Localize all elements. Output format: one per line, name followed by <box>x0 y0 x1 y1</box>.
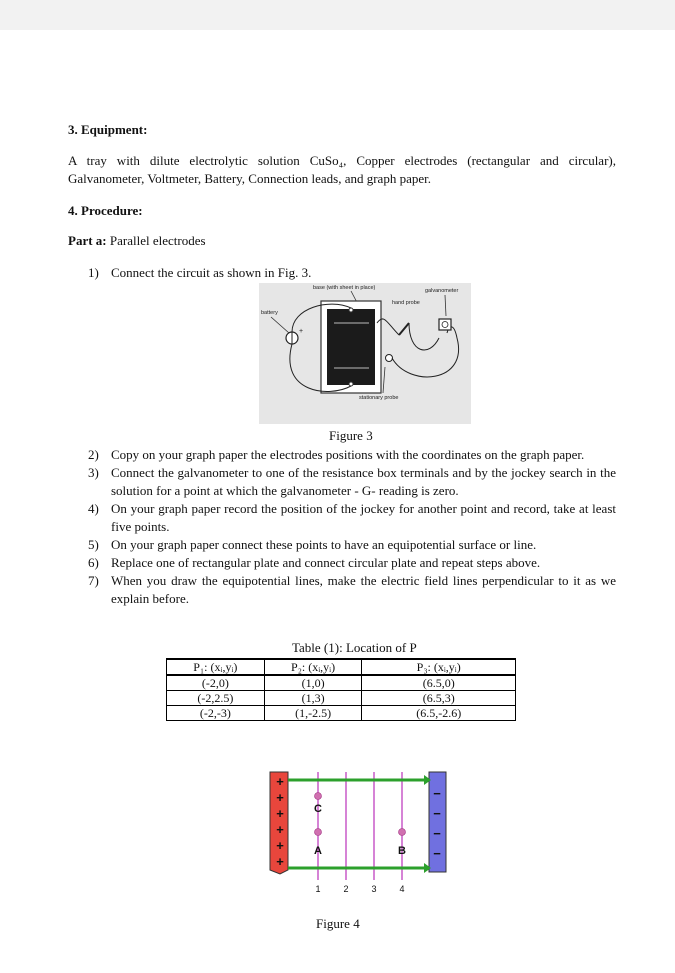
point-label-a: A <box>314 845 322 857</box>
step-1 <box>88 264 616 282</box>
label-battery: battery <box>261 310 278 316</box>
galvanometer-symbol <box>439 319 451 330</box>
step-2 <box>88 446 616 464</box>
step-number: 7) <box>88 573 99 588</box>
step-text: When you draw the equipotential lines, make the electric field lines perpendicular to it as we explain before. <box>111 573 616 606</box>
step-number: 6) <box>88 555 99 570</box>
svg-text:1: 1 <box>315 884 321 894</box>
label-galvanometer: galvanometer <box>425 288 459 294</box>
label-base: base (with sheet in place) <box>313 285 376 291</box>
table-header: P₁: (xᵢ,yᵢ) <box>167 659 265 675</box>
probe-points <box>315 793 406 836</box>
step-number: 3) <box>88 465 99 480</box>
step-text: On your graph paper connect these points to have an equipotential surface or line. <box>111 537 537 552</box>
part-a-text: Parallel electrodes <box>106 233 206 248</box>
table-cell: (6.5,3) <box>362 691 516 706</box>
table-cell: (-2,2.5) <box>167 691 265 706</box>
step-text: On your graph paper record the position of the jockey for another point and record, take at least five points. <box>111 501 616 534</box>
table-header: P₂: (xᵢ,yᵢ) <box>264 659 362 675</box>
hand-probe <box>399 323 409 335</box>
svg-text:+: + <box>276 790 284 805</box>
step-list-rest <box>88 446 616 608</box>
table-cell: (6.5,-2.6) <box>362 706 516 721</box>
equipotential-lines <box>318 772 402 880</box>
step-text: Connect the galvanometer to one of the resistance box terminals and by the jockey search in the solution for a point at which the galvanometer - G- reading is zero. <box>111 465 616 498</box>
part-a-label: Part a: <box>68 233 107 248</box>
label-stationary-probe: stationary probe <box>359 395 399 401</box>
table-row <box>167 706 516 721</box>
svg-text:3: 3 <box>371 884 377 894</box>
table-cell: (1,-2.5) <box>264 706 362 721</box>
figure-4-caption: Figure 4 <box>316 916 360 931</box>
svg-text:4: 4 <box>399 884 405 894</box>
figure-3-caption: Figure 3 <box>329 428 373 443</box>
stationary-probe <box>386 355 393 362</box>
step-number: 2) <box>88 447 99 462</box>
table-row <box>167 691 516 706</box>
procedure-heading: 4. Procedure: <box>68 203 143 218</box>
step-number: 5) <box>88 537 99 552</box>
table-cell: (1,0) <box>264 675 362 691</box>
conductive-sheet <box>327 309 375 385</box>
line-numbers <box>315 884 404 894</box>
table-cell: (-2,0) <box>167 675 265 691</box>
table-cell: (-2,-3) <box>167 706 265 721</box>
point-label-c: C <box>314 803 322 815</box>
step-5 <box>88 536 616 554</box>
svg-text:+: + <box>276 854 284 869</box>
step-text: Replace one of rectangular plate and connect circular plate and repeat steps above. <box>111 555 541 570</box>
label-hand-probe: hand probe <box>392 300 420 306</box>
step-7 <box>88 572 616 608</box>
svg-text:2: 2 <box>343 884 349 894</box>
table-header: P₃: (xᵢ,yᵢ) <box>362 659 516 675</box>
step-text: Copy on your graph paper the electrodes positions with the coordinates on the graph paper. <box>111 447 585 462</box>
step-6 <box>88 554 616 572</box>
equipment-text: A tray with dilute electrolytic solution CuSo₄, Copper electrodes (rectangular and circular), Galvanometer, Voltmeter, Battery, Connection leads, and graph paper. <box>68 153 616 186</box>
battery-plus: + <box>299 328 304 335</box>
svg-text:−: − <box>433 826 441 841</box>
step-4 <box>88 500 616 536</box>
viewer-top-bar <box>0 0 675 30</box>
plus-signs <box>276 774 284 869</box>
svg-text:−: − <box>433 786 441 801</box>
step-3 <box>88 464 616 500</box>
svg-text:+: + <box>276 806 284 821</box>
step-number: 4) <box>88 501 99 516</box>
part-a-title <box>68 233 206 249</box>
location-table <box>166 658 516 721</box>
step-list-first <box>88 264 616 282</box>
point-label-b: B <box>398 845 406 857</box>
svg-text:+: + <box>276 822 284 837</box>
figure-4-field-diagram <box>266 768 448 900</box>
step-text: Connect the circuit as shown in Fig. 3. <box>111 265 312 280</box>
table-caption: Table (1): Location of P <box>292 640 417 655</box>
svg-text:+: + <box>276 838 284 853</box>
table-cell: (1,3) <box>264 691 362 706</box>
svg-text:+: + <box>276 774 284 789</box>
figure-3-circuit-diagram <box>259 283 471 424</box>
svg-text:−: − <box>433 806 441 821</box>
table-cell: (6.5,0) <box>362 675 516 691</box>
svg-text:−: − <box>433 846 441 861</box>
table-header-row <box>167 659 516 675</box>
step-number: 1) <box>88 265 99 280</box>
table-row <box>167 675 516 691</box>
equipment-heading: 3. Equipment: <box>68 122 148 137</box>
